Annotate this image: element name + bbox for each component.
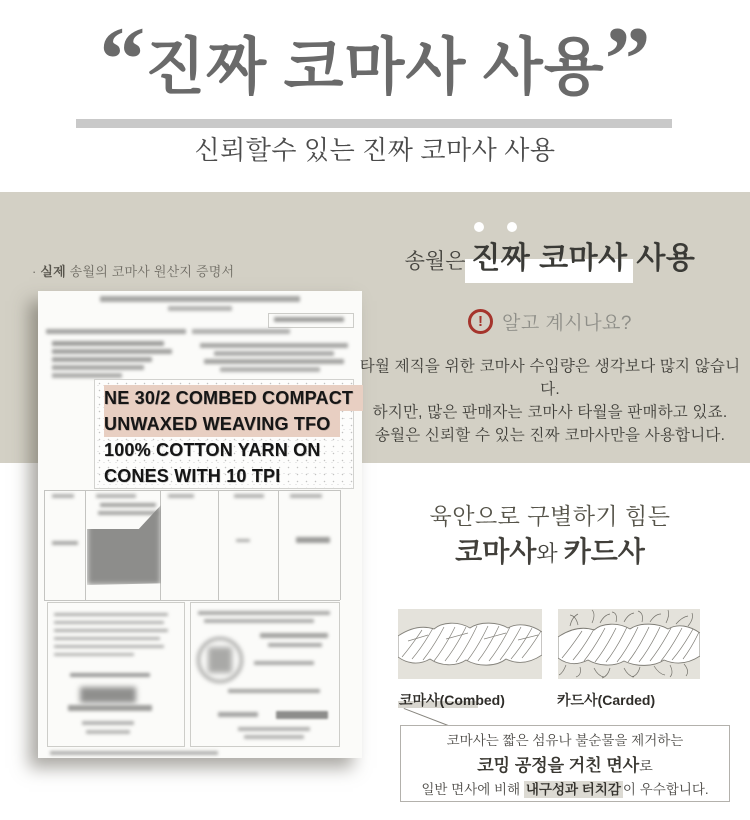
- hero-underline: [76, 119, 672, 128]
- blurred-line: [220, 367, 320, 372]
- blurred-signature: [80, 687, 136, 703]
- blurred-cell: [236, 539, 250, 542]
- yarn-spec-callout: [94, 379, 354, 489]
- hero-title-text: 진짜 코마사 사용: [145, 34, 605, 102]
- blurred-line: [54, 629, 168, 632]
- carded-word: 카드사: [563, 536, 645, 567]
- combed-label: 코마사(Combed): [399, 692, 505, 708]
- blurred-line: [204, 359, 344, 364]
- blurred-line: [46, 329, 186, 334]
- accent-dot: [474, 222, 484, 232]
- headline-highlighted-text: 진짜 코마사: [471, 242, 628, 275]
- paragraph-line: 타월 제직을 위한 코마사 수입량은 생각보다 많지 않습니다.: [359, 358, 741, 398]
- note-line3: [421, 778, 708, 798]
- blurred-line: [192, 329, 290, 334]
- blurred-seal-center: [208, 647, 232, 673]
- blurred-line: [86, 730, 130, 734]
- blurred-text-block: [98, 511, 158, 515]
- blurred-line: [260, 633, 328, 638]
- table-border: [340, 490, 341, 600]
- blurred-cell: [234, 494, 264, 498]
- compare-heading-line1: 육안으로 구별하기 힘든: [429, 503, 671, 529]
- blurred-line: [218, 712, 258, 717]
- blurred-line: [204, 619, 314, 623]
- notice-text: 알고 계시나요?: [502, 313, 632, 334]
- blurred-date-stamp: [276, 711, 328, 719]
- open-quote-mark: “: [99, 8, 146, 110]
- blurred-line: [200, 343, 348, 348]
- certificate-document-image: [38, 291, 362, 758]
- note-line2: [477, 751, 653, 776]
- table-border: [44, 490, 340, 491]
- blurred-line: [54, 637, 160, 640]
- blurred-line: [254, 661, 314, 665]
- note-line3-post: 이 우수합니다.: [622, 782, 709, 797]
- table-border: [85, 490, 86, 600]
- caption-bullet: ·: [32, 264, 37, 279]
- blurred-line: [214, 351, 334, 356]
- blurred-stamp: [87, 505, 161, 585]
- headline-prefix: 송월은: [404, 250, 472, 273]
- table-border: [44, 600, 340, 601]
- note-line2-rest: 로: [639, 758, 653, 774]
- blurred-line: [82, 721, 134, 725]
- blurred-cell: [290, 494, 322, 498]
- conjunction: 와: [536, 541, 564, 566]
- table-border: [278, 490, 279, 600]
- callout-line: UNWAXED WEAVING TFO: [104, 411, 340, 437]
- carded-label: 카드사(Carded): [557, 692, 656, 708]
- compare-heading-line2: [370, 530, 730, 570]
- certificate-caption: [32, 261, 234, 280]
- paragraph-line: 송월은 신뢰할 수 있는 진짜 코마사만을 사용합니다.: [374, 427, 726, 444]
- carded-yarn-illustration: [558, 609, 700, 684]
- blurred-line: [52, 373, 122, 378]
- blurred-line: [54, 653, 134, 656]
- close-quote-mark: ”: [604, 8, 651, 110]
- blurred-line: [100, 296, 300, 302]
- blurred-line: [244, 735, 304, 739]
- blurred-line: [168, 306, 232, 311]
- note-line2-bold: 코밍 공정을 거친 면사: [477, 756, 640, 775]
- blurred-line: [52, 365, 144, 370]
- blurred-line: [54, 613, 168, 616]
- blurred-line: [198, 611, 330, 615]
- caption-emphasis: 실제: [40, 264, 66, 279]
- combed-description-box: [400, 725, 730, 802]
- blurred-line: [52, 357, 152, 362]
- blurred-line: [54, 645, 164, 648]
- headline-suffix: 사용: [627, 242, 696, 275]
- hero-subtitle: 신뢰할수 있는 진짜 코마사 사용: [194, 136, 556, 165]
- callout-line: NE 30/2 COMBED COMPACT: [104, 385, 363, 411]
- table-border: [44, 490, 45, 600]
- blurred-line: [238, 727, 310, 731]
- intro-paragraph: [358, 355, 742, 447]
- paragraph-line: 하지만, 많은 판매자는 코마사 타월을 판매하고 있죠.: [372, 404, 728, 421]
- blurred-text-block: [100, 503, 156, 507]
- blurred-line: [70, 673, 150, 677]
- note-line1: 코마사는 짧은 섬유나 불순물을 제거하는: [446, 733, 684, 748]
- accent-dot: [507, 222, 517, 232]
- hero-title: [0, 8, 750, 112]
- combed-yarn-illustration: [398, 609, 542, 684]
- notice-row: [370, 308, 730, 335]
- blurred-cell: [296, 537, 330, 543]
- blurred-cell: [52, 494, 74, 498]
- blurred-line: [54, 621, 164, 624]
- blurred-cell: [168, 494, 194, 498]
- table-border: [218, 490, 219, 600]
- blurred-line: [268, 643, 322, 647]
- caption-text: 송월의 코마사 원산지 증명서: [65, 264, 235, 279]
- note-line3-pre: 일반 면사에 비해: [421, 782, 524, 797]
- blurred-line: [68, 705, 152, 711]
- blurred-line: [228, 689, 320, 693]
- combed-word: 코마사: [455, 536, 537, 567]
- callout-line: CONES WITH 10 TPI: [104, 466, 281, 486]
- blurred-cell: [52, 541, 78, 545]
- callout-line: 100% COTTON YARN ON: [104, 440, 321, 460]
- blurred-line: [52, 349, 172, 354]
- blurred-line: [52, 341, 164, 346]
- blurred-line: [274, 317, 344, 322]
- blurred-line: [50, 751, 218, 755]
- intro-headline: [370, 233, 730, 277]
- blurred-cell: [96, 494, 136, 498]
- note-line3-highlight: 내구성과 터치감: [525, 782, 621, 797]
- exclamation-icon: !: [468, 309, 493, 334]
